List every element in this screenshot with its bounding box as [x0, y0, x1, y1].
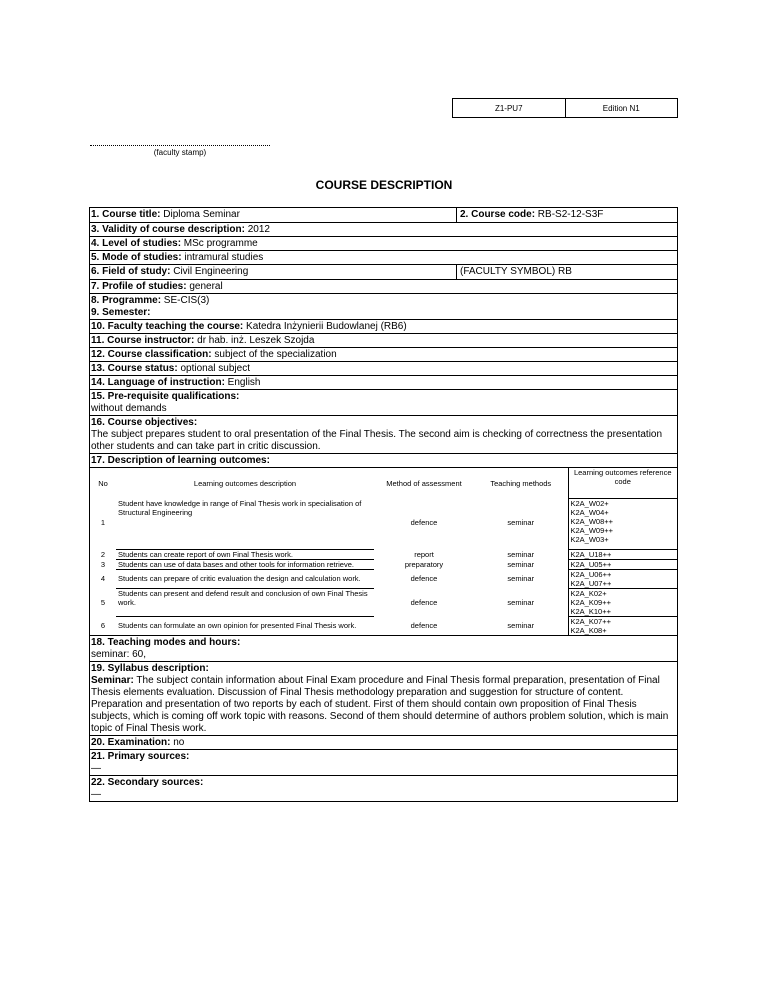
code-item: K2A_W08++	[570, 517, 614, 526]
outcomes-table-wrap	[90, 468, 677, 636]
document-title: COURSE DESCRIPTION	[315, 178, 453, 192]
validity-value: 2012	[244, 224, 270, 235]
row-method: defence	[410, 597, 438, 607]
code-item: K2A_W04+	[570, 508, 609, 517]
row-mode	[90, 251, 677, 265]
status-value: optional subject	[177, 363, 250, 374]
semester-label: 9. Semester:	[91, 307, 151, 318]
code-item: K2A_W09++	[570, 526, 614, 535]
field-value: Civil Engineering	[170, 266, 249, 277]
table-row	[90, 569, 677, 588]
edition: Edition N1	[565, 99, 678, 117]
stamp-label: (faculty stamp)	[153, 148, 207, 157]
row-programme-semester	[90, 294, 677, 320]
learning-outcomes-table	[90, 468, 677, 635]
row-outcomes-label	[90, 454, 677, 468]
primary-sources-value: —	[91, 762, 101, 774]
header-code: Learning outcomes reference code	[568, 468, 677, 499]
course-title-label: 1. Course title:	[91, 209, 161, 220]
status-label: 13. Course status:	[91, 363, 178, 374]
course-title-value: Diploma Seminar	[160, 209, 240, 220]
row-description: Students can create report of own Final Thesis work.	[116, 549, 374, 559]
row-secondary-sources	[90, 776, 677, 801]
row-level	[90, 237, 677, 251]
code-item: K2A_W03+	[570, 535, 609, 544]
form-header-box	[452, 98, 678, 118]
objectives-value: The subject prepares student to oral presentation of the Final Thesis. The second aim is checking of correctness the presentation other students and can take part in critic discussion.	[91, 429, 663, 452]
programme-value: SE-CIS(3)	[161, 295, 210, 306]
row-no: 1	[100, 518, 106, 527]
header-description: Learning outcomes description	[193, 478, 297, 488]
row-method: defence	[410, 620, 438, 630]
faculty-label: 10. Faculty teaching the course:	[91, 321, 244, 332]
row-codes	[568, 549, 677, 559]
course-code-label: 2. Course code:	[460, 209, 536, 220]
table-row	[90, 499, 677, 550]
row-codes	[568, 588, 677, 616]
row-no: 4	[100, 574, 106, 583]
code-item: K2A_W02+	[570, 499, 609, 508]
row-teaching: seminar	[507, 549, 535, 559]
row-description: Students can use of data bases and other tools for information retrieve.	[116, 559, 374, 569]
syllabus-label: 19. Syllabus description:	[91, 662, 209, 674]
language-label: 14. Language of instruction:	[91, 377, 225, 388]
validity-label: 3. Validity of course description:	[91, 224, 245, 235]
code-item: K2A_U07++	[570, 578, 612, 588]
row-description: Student have knowledge in range of Final Thesis work in specialisation of Structural Engineering	[118, 498, 362, 517]
table-row	[90, 616, 677, 635]
code-item: K2A_U18++	[570, 549, 612, 559]
row-teaching: seminar	[507, 559, 535, 569]
row-no: 3	[100, 559, 106, 569]
row-profile	[90, 280, 677, 294]
row-no: 5	[100, 597, 106, 607]
stamp-line	[90, 145, 270, 146]
row-validity	[90, 223, 677, 237]
row-method: report	[414, 549, 434, 559]
row-codes	[568, 559, 677, 569]
code-item: K2A_U06++	[570, 569, 612, 579]
row-language	[90, 376, 677, 390]
code-item: K2A_K09++	[570, 597, 611, 607]
row-teaching: seminar	[507, 518, 535, 527]
faculty-value: Katedra Inżynierii Budowlanej (RB6)	[243, 321, 407, 332]
examination-value: no	[170, 736, 185, 748]
primary-sources-label: 21. Primary sources:	[91, 750, 190, 762]
level-value: MSc programme	[181, 238, 258, 249]
row-codes	[568, 499, 677, 550]
row-faculty	[90, 320, 677, 334]
programme-label: 8. Programme:	[91, 295, 162, 306]
row-method: defence	[410, 574, 438, 583]
row-no: 6	[100, 620, 106, 630]
row-teaching: seminar	[507, 597, 535, 607]
row-method: defence	[410, 518, 438, 527]
row-teaching-modes	[90, 636, 677, 662]
mode-value: intramural studies	[181, 252, 264, 263]
code-item: K2A_U05++	[570, 559, 612, 569]
course-form	[89, 207, 678, 802]
form-code: Z1-PU7	[494, 103, 523, 113]
secondary-sources-value: —	[91, 788, 101, 800]
outcomes-label: 17. Description of learning outcomes:	[91, 455, 270, 466]
table-row	[90, 559, 677, 569]
examination-label: 20. Examination:	[91, 736, 171, 748]
code-item: K2A_K07++	[570, 616, 611, 626]
profile-value: general	[186, 281, 223, 292]
mode-label: 5. Mode of studies:	[91, 252, 182, 263]
instructor-value: dr hab. inż. Leszek Szojda	[194, 335, 315, 346]
row-field	[90, 265, 677, 280]
row-examination	[90, 736, 677, 750]
language-value: English	[224, 377, 261, 388]
instructor-label: 11. Course instructor:	[91, 335, 195, 346]
row-teaching: seminar	[507, 574, 535, 583]
teaching-modes-value: seminar: 60,	[91, 648, 147, 660]
secondary-sources-label: 22. Secondary sources:	[91, 776, 204, 788]
level-label: 4. Level of studies:	[91, 238, 182, 249]
row-objectives	[90, 416, 677, 454]
row-primary-sources	[90, 750, 677, 776]
row-syllabus	[90, 662, 677, 736]
faculty-symbol: (FACULTY SYMBOL) RB	[460, 266, 572, 277]
table-row	[90, 549, 677, 559]
teaching-modes-label: 18. Teaching modes and hours:	[91, 636, 241, 648]
row-method: preparatory	[404, 559, 444, 569]
row-codes	[568, 569, 677, 588]
row-classification	[90, 348, 677, 362]
prereq-label: 15. Pre-requisite qualifications:	[91, 391, 240, 402]
row-codes	[568, 616, 677, 635]
row-title-code	[90, 208, 677, 223]
syllabus-value: The subject contain information about Final Exam procedure and Final Thesis formal preparation, presentation of Final Thesis elements evaluation. Discussion of Final Thesis methodology preparation and suggestion for structure of content. Preparation and presentation of two reports by each of student. First of them should contain own proposition of Final Thesis subjects, which is coming off work topic with reasons. Second of them should determine of authors problem solution, which is main topic of Final Thesis work.	[91, 674, 669, 734]
profile-label: 7. Profile of studies:	[91, 281, 187, 292]
row-description: Students can prepare of critic evaluation the design and calculation work.	[116, 569, 374, 588]
objectives-label: 16. Course objectives:	[91, 417, 198, 428]
row-prerequisites	[90, 390, 677, 416]
row-no: 2	[100, 549, 106, 559]
table-row	[90, 588, 677, 616]
classification-label: 12. Course classification:	[91, 349, 212, 360]
classification-value: subject of the specialization	[211, 349, 337, 360]
row-description: Students can present and defend result and conclusion of own Final Thesis work.	[116, 588, 374, 616]
header-teaching: Teaching methods	[490, 478, 552, 488]
header-method: Method of assessment	[386, 478, 462, 488]
header-no: No	[98, 478, 108, 488]
field-label: 6. Field of study:	[91, 266, 171, 277]
row-teaching: seminar	[507, 620, 535, 630]
syllabus-sublabel: Seminar:	[91, 674, 134, 686]
row-description: Students can formulate an own opinion for presented Final Thesis work.	[116, 616, 374, 635]
code-item: K2A_K10++	[570, 606, 611, 616]
table-header-row	[90, 468, 677, 499]
course-code-value: RB-S2-12-S3F	[535, 209, 604, 220]
code-item: K2A_K08+	[570, 625, 607, 635]
code-item: K2A_K02+	[570, 588, 607, 598]
row-instructor	[90, 334, 677, 348]
prereq-value: without demands	[91, 403, 167, 414]
row-status	[90, 362, 677, 376]
